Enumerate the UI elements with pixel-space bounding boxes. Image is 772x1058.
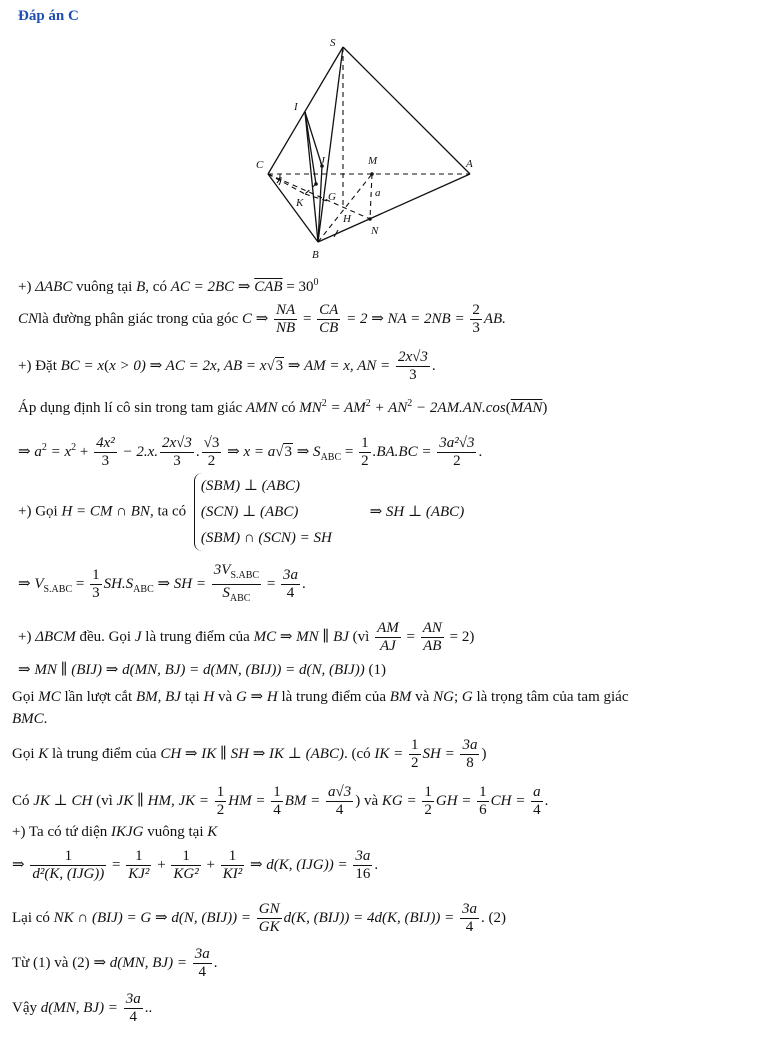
- line-10: Gọi MC lần lượt cắt BM, BJ tại H và G ⇒ H là trung điểm của BM và NG; G là trọng tâm của tam giác: [12, 689, 629, 705]
- answer-title: Đáp án C: [18, 8, 79, 24]
- label-b: B: [312, 249, 319, 261]
- label-g: G: [328, 191, 336, 203]
- label-s: S: [330, 37, 336, 49]
- line-11: BMC.: [12, 711, 48, 727]
- pyramid-diagram: [250, 34, 490, 266]
- line-13: Có JK ⊥ CH (vì JK ∥ HM, JK = $\frac{1}{2}$ HM = $\frac{1}{4}$ BM = $\frac{a√3}{4}$ ) và KG = $\frac{1}{2}$ GH = $\frac{1}{6}$ CH = $\frac{a}{4}$ .: [12, 784, 549, 818]
- system-brace: (SBM) ⊥ (ABC) (SCN) ⊥ (ABC) (SBM) ∩ (SCN) = SH: [194, 473, 332, 551]
- line-7: ⇒ $V_{S.ABC}$ = $\frac{1}{3}$ $SH.S_{ABC}$ ⇒ SH = $\frac{3V_{S.ABC}}{S_{ABC}}$ = $\frac{3a}{4}$ .: [18, 562, 306, 604]
- line-16: Lại có NK ∩ (BIJ) = G ⇒ d(N, (BIJ)) = $\frac{GN}{GK}$ d(K, (BIJ)) = 4d(K, (BIJ)) = $\frac{3a}{4}$ . (2): [12, 901, 506, 935]
- line-14: +) Ta có tứ diện IKJG vuông tại K: [12, 824, 218, 840]
- line-18: Vậy d(MN, BJ) = $\frac{3a}{4}$ ..: [12, 991, 153, 1025]
- line-3: +) Đặt BC = x(x > 0) ⇒ AC = 2x, AB = x√3 ⇒ AM = x, AN = $\frac{2x√3}{3}$ .: [18, 349, 436, 383]
- label-m: M: [368, 155, 378, 167]
- label-c: C: [256, 159, 264, 171]
- label-j: J: [320, 155, 325, 167]
- line-1: +) ΔABC vuông tại B, có AC = 2BC ⇒ $\overline{CAB} = 30^0$: [18, 277, 319, 295]
- line-12: Gọi K là trung điểm của CH ⇒ IK ∥ SH ⇒ IK ⊥ (ABC). (có IK = $\frac{1}{2}$ SH = $\frac{3a}{8}$ ): [12, 737, 487, 771]
- line-8: +) ΔBCM đều. Gọi J là trung điểm của MC ⇒ MN ∥ BJ (vì $\frac{AM}{AJ}$ = $\frac{AN}{AB}$ = 2): [18, 620, 475, 654]
- line-2: CNlà đường phân giác trong của góc C ⇒ $\frac{NA}{NB}$ = $\frac{CA}{CB}$ = 2 ⇒ NA = 2NB = $\frac{2}{3}$ AB.: [18, 302, 506, 336]
- label-n: N: [371, 225, 379, 237]
- line-15: ⇒ $\frac{1}{\text{d²(K, (IJG))}}$ = $\frac{1}{\text{KJ²}}$ + $\frac{1}{\text{KG²}}$ + $\frac{1}{\text{KI²}}$ ⇒ d(K, (IJG)) = $\frac{3a}{16}$ .: [12, 848, 379, 882]
- label-i: I: [294, 101, 298, 113]
- pyramid-figure: [250, 34, 490, 266]
- line-17: Từ (1) và (2) ⇒ d(MN, BJ) = $\frac{3a}{4}$ .: [12, 946, 218, 980]
- line-5: ⇒ $a^2 = x^2$ + $\frac{\text{4x²}}{3}$ − 2.x. $\frac{2x√3}{3}$ . $\frac{√3}{2}$ ⇒ x = a√3 ⇒ $S_{ABC}$ = $\frac{1}{2}$ .BA.BC = $\frac{\text{3a²√3}}{2}$ .: [18, 435, 483, 469]
- line-4: Áp dụng định lí cô sin trong tam giác AMN có $MN^2 = AM^2 + AN^2 - 2AM.AN.\cos(\overline{MAN})$: [18, 398, 548, 416]
- label-a: A: [466, 158, 473, 170]
- label-a-small: a: [375, 187, 381, 199]
- line-9: ⇒ MN ∥ (BIJ) ⇒ d(MN, BJ) = d(MN, (BIJ)) = d(N, (BIJ)) (1): [18, 662, 387, 678]
- label-h: H: [343, 213, 351, 225]
- label-k: K: [296, 197, 304, 209]
- line-6: +) Gọi H = CM ∩ BN, ta có (SBM) ⊥ (ABC) (SCN) ⊥ (ABC) (SBM) ∩ (SCN) = SH ⇒ SH ⊥ (ABC): [18, 473, 464, 551]
